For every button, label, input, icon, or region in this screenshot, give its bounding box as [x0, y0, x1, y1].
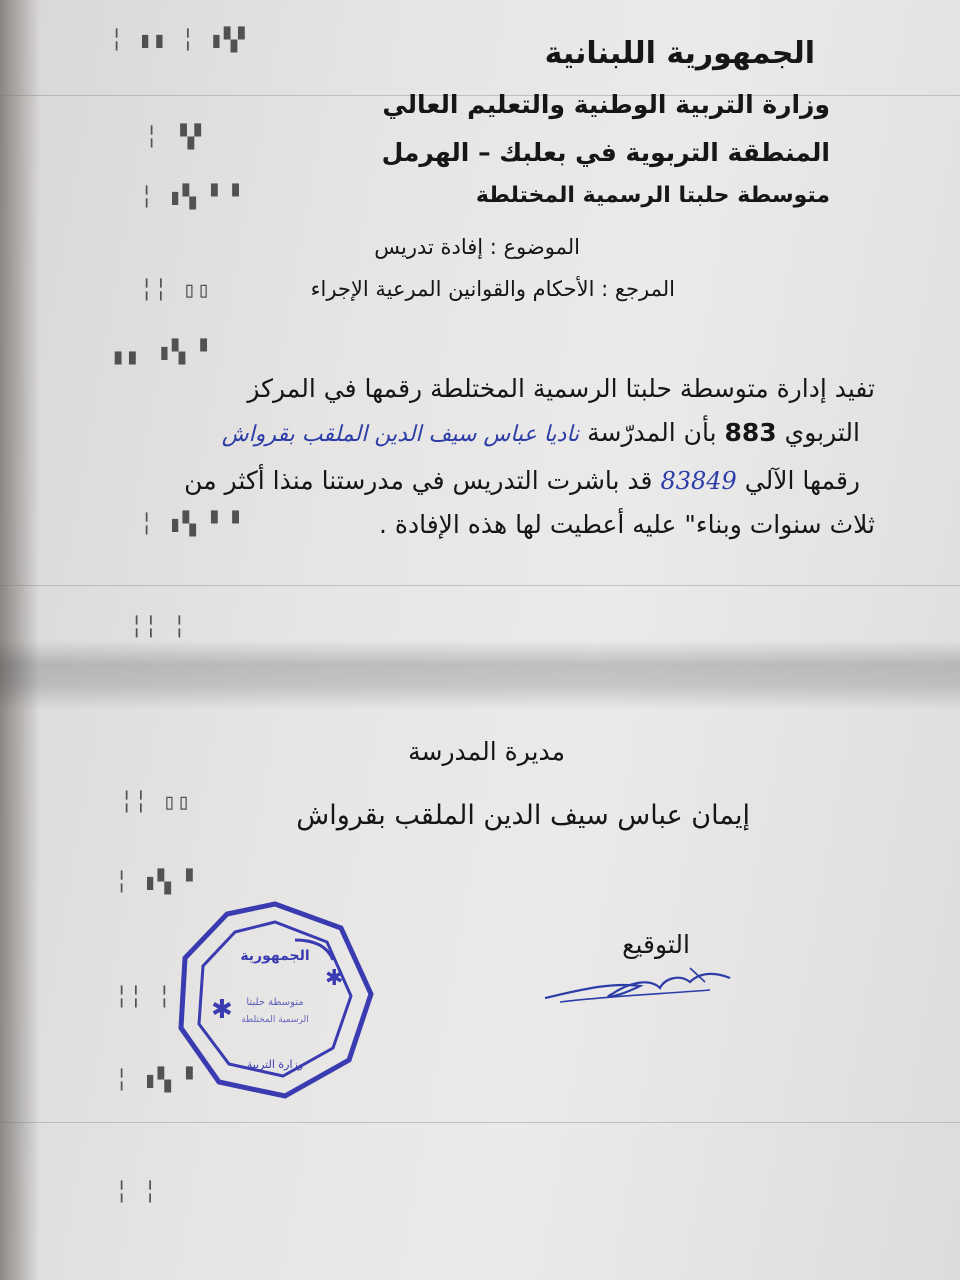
svg-text:متوسطة حلبتا: متوسطة حلبتا — [246, 997, 304, 1008]
margin-mark: ╎ ▮▚ ▘ — [115, 870, 201, 895]
scan-line — [0, 585, 960, 586]
svg-text:✱: ✱ — [325, 966, 344, 991]
school-title: متوسطة حلبتا الرسمية المختلطة — [475, 183, 830, 208]
reference-line: المرجع : الأحكام والقوانين المرعية الإجراء — [310, 277, 675, 301]
margin-mark: ╎ ▝▞ — [145, 125, 202, 150]
margin-mark: ╎╎ ╎ — [130, 615, 187, 640]
body-line-3-suffix: قد باشرت التدريس في مدرستنا منذا أكثر من — [184, 466, 653, 495]
body-line-3 — [184, 466, 860, 495]
svg-text:✱: ✱ — [211, 995, 233, 1025]
center-number: 883 — [724, 418, 777, 447]
region-title: المنطقة التربوية في بعلبك – الهرمل — [381, 138, 830, 167]
body-line-4: ثلاث سنوات وبناء" عليه أعطيت لها هذه الإفادة . — [378, 510, 875, 539]
margin-mark: ╎ ▮▚ ▘ — [115, 1068, 201, 1093]
teacher-name-handwritten: ناديا عباس سيف الدين الملقب بقرواش — [221, 422, 580, 447]
svg-text:وزارة التربية: وزارة التربية — [246, 1058, 304, 1071]
id-number-handwritten: 83849 — [660, 467, 737, 495]
director-title: مديرة المدرسة — [408, 737, 565, 766]
margin-mark: ╎ ▮▮ ╎ ▮▚▘ — [110, 28, 253, 53]
director-name: إيمان عباس سيف الدين الملقب بقرواش — [296, 800, 750, 831]
margin-mark: ╎ ▮▚ ▘▝ — [140, 185, 240, 210]
handwritten-signature — [540, 960, 740, 1010]
margin-mark: ╎ ▮▚ ▘▝ — [140, 512, 240, 537]
body-line-2-prefix: التربوي — [784, 418, 860, 447]
scan-line — [0, 1122, 960, 1123]
body-line-1: تفيد إدارة متوسطة حلبتا الرسمية المختلطة رقمها في المركز — [247, 374, 875, 403]
svg-text:الجمهورية: الجمهورية — [240, 948, 310, 964]
body-line-2 — [222, 418, 860, 447]
svg-text:الرسمية المختلطة: الرسمية المختلطة — [241, 1015, 309, 1025]
ministry-title: وزارة التربية الوطنية والتعليم العالي — [382, 90, 830, 119]
margin-mark: ╎╎ ╎ — [115, 985, 172, 1010]
signature-label: التوقيع — [622, 930, 690, 959]
subject-line: الموضوع : إفادة تدريس — [374, 235, 580, 259]
republic-title: الجمهورية اللبنانية — [544, 36, 815, 71]
margin-mark: ╎╎ ▯▯ — [140, 278, 212, 303]
body-line-2-suffix: بأن المدرّسة — [587, 418, 717, 447]
body-line-3-prefix: رقمها الآلي — [744, 466, 860, 495]
margin-mark: ╎ ╎ — [115, 1180, 158, 1205]
margin-mark: ╎╎ ▯▯ — [120, 790, 192, 815]
margin-mark: ▖▖ ▮▚ ▘ — [115, 340, 215, 365]
official-stamp — [175, 900, 375, 1100]
copy-smudge — [0, 640, 960, 710]
